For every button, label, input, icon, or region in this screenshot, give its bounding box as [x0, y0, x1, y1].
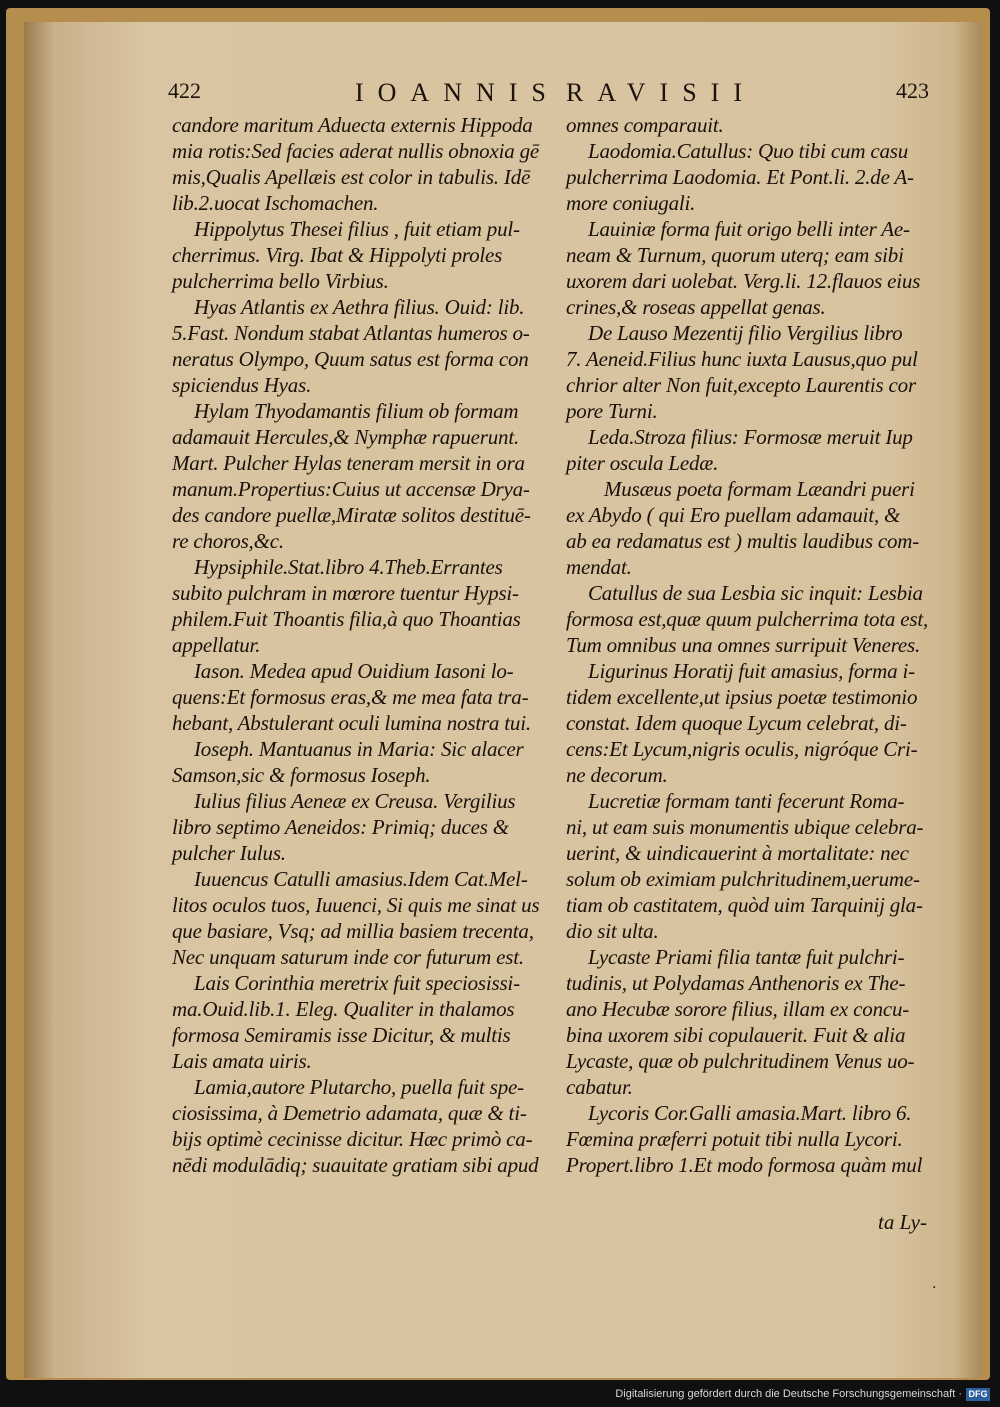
- text-line: formosa est,quæ quum pulcherrima tota est,: [566, 607, 929, 631]
- text-line: cabatur.: [566, 1075, 633, 1099]
- text-line: more coniugali.: [566, 191, 696, 215]
- text-line: adamauit Hercules,& Nymphæ rapuerunt.: [172, 425, 520, 449]
- text-line: appellatur.: [172, 633, 261, 657]
- text-line: hebant, Abstulerant oculi lumina nostra tui.: [172, 711, 531, 735]
- text-line: Catullus de sua Lesbia sic inquit: Lesbia: [588, 581, 923, 605]
- text-line: pulcherrima bello Virbius.: [172, 269, 389, 293]
- text-line: neam & Turnum, quorum uterq; eam sibi: [566, 243, 904, 267]
- text-line: dio sit ulta.: [566, 919, 659, 943]
- text-line: Fœmina præferri potuit tibi nulla Lycori.: [566, 1127, 903, 1151]
- text-line: que basiare, Vsq; ad millia basiem trecenta,: [172, 919, 534, 943]
- text-line: Iulius filius Aeneæ ex Creusa. Vergilius: [194, 789, 516, 813]
- text-line: uerint, & uindicauerint à mortalitate: nec: [566, 841, 909, 865]
- text-line: mia rotis:Sed facies aderat nullis obnoxia gē: [172, 139, 540, 163]
- text-line: Iason. Medea apud Ouidium Iasoni lo-: [194, 659, 514, 683]
- text-line: Tum omnibus una omnes surripuit Veneres.: [566, 633, 921, 657]
- text-line: De Lauso Mezentij filio Vergilius libro: [588, 321, 903, 345]
- digitization-credit: Digitalisierung gefördert durch die Deutsche Forschungsgemeinschaft ·: [615, 1388, 962, 1400]
- text-line: Iuuencus Catulli amasius.Idem Cat.Mel-: [194, 867, 528, 891]
- dfg-logo: DFG: [966, 1388, 990, 1401]
- text-line: litos oculos tuos, Iuuenci, Si quis me sinat us: [172, 893, 540, 917]
- text-line: pulcher Iulus.: [172, 841, 286, 865]
- text-line: philem.Fuit Thoantis filia,à quo Thoantias: [172, 607, 521, 631]
- text-line: Lucretiæ formam tanti fecerunt Roma-: [588, 789, 905, 813]
- text-line: Mart. Pulcher Hylas teneram mersit in ora: [172, 451, 525, 475]
- text-line: Propert.libro 1.Et modo formosa quàm mul: [566, 1153, 923, 1177]
- text-line: crines,& roseas appellat genas.: [566, 295, 826, 319]
- text-line: libro septimo Aeneidos: Primiq; duces &: [172, 815, 509, 839]
- text-line: manum.Propertius:Cuius ut accensæ Drya-: [172, 477, 530, 501]
- text-line: tidem excellente,ut ipsius poetæ testimonio: [566, 685, 918, 709]
- running-title-left: IOANNIS: [355, 78, 560, 107]
- text-line: bijs optimè cecinisse dicitur. Hæc primò ca-: [172, 1127, 533, 1151]
- text-column-left: [172, 112, 552, 1178]
- text-line: Hypsiphile.Stat.libro 4.Theb.Errantes: [194, 555, 503, 579]
- catchword: ta Ly-: [878, 1210, 927, 1234]
- text-line: mis,Qualis Apellæis est color in tabulis. Idē: [172, 165, 531, 189]
- text-line: Lais Corinthia meretrix fuit speciosissi-: [194, 971, 520, 995]
- running-header: [0, 78, 1000, 108]
- text-line: solum ob eximiam pulchritudinem,uerume-: [566, 867, 920, 891]
- text-line: ma.Ouid.lib.1. Eleg. Qualiter in thalamos: [172, 997, 515, 1021]
- text-line: uxorem dari uolebat. Verg.li. 12.flauos eius: [566, 269, 921, 293]
- text-line: Nec unquam saturum inde cor futurum est.: [172, 945, 524, 969]
- text-line: cens:Et Lycum,nigris oculis, nigróque Cri-: [566, 737, 918, 761]
- text-line: Lamia,autore Plutarcho, puella fuit spe-: [194, 1075, 524, 1099]
- text-line: Lycoris Cor.Galli amasia.Mart. libro 6.: [588, 1101, 912, 1125]
- text-line: nēdi modulādiq; suauitate gratiam sibi apud: [172, 1153, 539, 1177]
- text-line: pore Turni.: [566, 399, 658, 423]
- text-line: Lauiniæ forma fuit origo belli inter Ae-: [588, 217, 910, 241]
- running-title-right: RAVISII: [566, 78, 756, 107]
- text-line: Hippolytus Thesei filius , fuit etiam pul-: [194, 217, 520, 241]
- text-line: Ioseph. Mantuanus in Maria: Sic alacer: [194, 737, 524, 761]
- text-line: constat. Idem quoque Lycum celebrat, di-: [566, 711, 907, 735]
- text-column-right: [566, 112, 946, 1178]
- text-line: cherrimus. Virg. Ibat & Hippolyti proles: [172, 243, 503, 267]
- text-line: Hyas Atlantis ex Aethra filius. Ouid: lib.: [194, 295, 525, 319]
- text-line: Musæus poeta formam Læandri pueri: [604, 477, 915, 501]
- text-line: 5.Fast. Nondum stabat Atlantas humeros o-: [172, 321, 530, 345]
- text-line: mendat.: [566, 555, 632, 579]
- text-line: Lycaste Priami filia tantæ fuit pulchri-: [588, 945, 905, 969]
- text-line: ni, ut eam suis monumentis ubique celebra-: [566, 815, 924, 839]
- text-line: candore maritum Aduecta externis Hippoda: [172, 113, 533, 137]
- text-line: piter oscula Ledæ.: [566, 451, 719, 475]
- text-line: Lycaste, quæ ob pulchritudinem Venus uo-: [566, 1049, 915, 1073]
- text-line: Leda.Stroza filius: Formosæ meruit Iup: [588, 425, 913, 449]
- text-line: re choros,&c.: [172, 529, 284, 553]
- text-line: Samson,sic & formosus Ioseph.: [172, 763, 431, 787]
- text-line: ne decorum.: [566, 763, 668, 787]
- text-line: des candore puellæ,Miratæ solitos destituē-: [172, 503, 531, 527]
- text-line: ab ea redamatus est ) multis laudibus com-: [566, 529, 920, 553]
- text-line: omnes comparauit.: [566, 113, 724, 137]
- text-line: subito pulchram in mœrore tuentur Hypsi-: [172, 581, 519, 605]
- text-line: ciosissima, à Demetrio adamata, quæ & ti-: [172, 1101, 527, 1125]
- text-line: chrior alter Non fuit,excepto Laurentis cor: [566, 373, 916, 397]
- text-line: bina uxorem sibi copulauerit. Fuit & alia: [566, 1023, 906, 1047]
- page-number-left: 422: [168, 78, 201, 103]
- text-line: ex Abydo ( qui Ero puellam adamauit, &: [566, 503, 901, 527]
- text-line: Lais amata uiris.: [172, 1049, 312, 1073]
- text-line: formosa Semiramis isse Dicitur, & multis: [172, 1023, 511, 1047]
- text-line: Hylam Thyodamantis filium ob formam: [194, 399, 519, 423]
- text-line: spiciendus Hyas.: [172, 373, 312, 397]
- text-line: 7. Aeneid.Filius hunc iuxta Lausus,quo pul: [566, 347, 918, 371]
- text-line: lib.2.uocat Ischomachen.: [172, 191, 379, 215]
- text-line: tudinis, ut Polydamas Anthenoris ex The-: [566, 971, 906, 995]
- text-line: pulcherrima Laodomia. Et Pont.li. 2.de A-: [566, 165, 914, 189]
- text-line: ano Hecubæ sorore filius, illam ex concu-: [566, 997, 910, 1021]
- text-line: quens:Et formosus eras,& me mea fata tra-: [172, 685, 529, 709]
- text-line: Laodomia.Catullus: Quo tibi cum casu: [588, 139, 909, 163]
- page-number-right: 423: [896, 78, 929, 103]
- text-line: neratus Olympo, Quum satus est forma con: [172, 347, 529, 371]
- page-mark: ·: [932, 1280, 937, 1296]
- text-line: Ligurinus Horatij fuit amasius, forma i-: [588, 659, 915, 683]
- text-line: tiam ob castitatem, quòd uim Tarquinij gla-: [566, 893, 923, 917]
